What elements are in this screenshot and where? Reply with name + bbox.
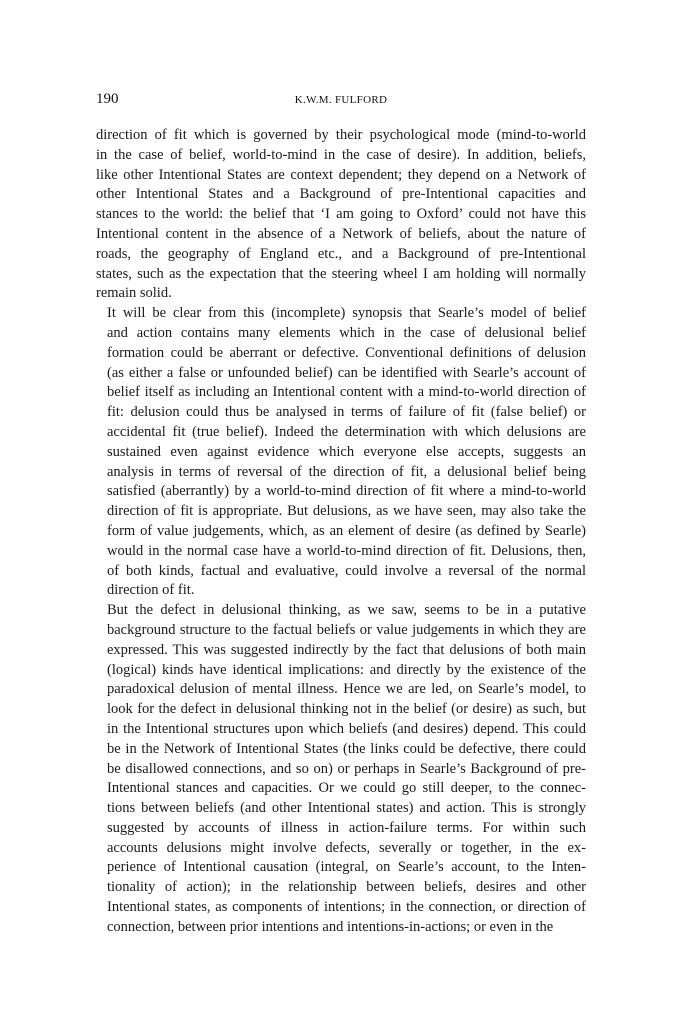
text-line: direction of fit. [107,582,195,599]
text-line: be disallowed connections, and so on) or perhaps in Searle’s Background of pre- [107,760,586,777]
text-line: in the case of belief, world-to-mind in the case of desire). In addition, beliefs, [96,146,586,163]
text-line: form of value judgements, which, as an element of desire (as defined by Searle) [107,522,586,539]
text-line: direction of fit which is governed by their psychological mode (mind-to-world [96,127,586,143]
text-line: connection, between prior intentions and intentions-in-actions; or even in the [107,918,554,935]
text-line: formation could be aberrant or defective. Conventional definitions of delusion [107,344,586,361]
text-line: roads, the geography of England etc., and a Background of pre-Intentional [96,245,586,262]
paragraph [96,126,586,304]
text-line: Intentional content in the absence of a Network of beliefs, about the nature of [96,225,586,242]
text-line: satisfied (aberrantly) by a world-to-mind direction of fit where a mind-to-world [107,483,586,500]
page-number: 190 [96,91,119,107]
running-head: K.W.M. FULFORD [294,94,388,106]
text-line: stances to the world: the belief that ‘I am going to Oxford’ could not have this [96,206,586,223]
text-line: other Intentional States and a Background of pre-Intentional capacities and [96,186,586,203]
text-line: It will be clear from this (incomplete) synopsis that Searle’s model of belief [107,305,586,322]
page-header [96,91,586,111]
text-line: of both kinds, factual and evaluative, could involve a reversal of the normal [107,562,586,579]
text-line: (as either a false or unfounded belief) can be identified with Searle’s account of [107,364,586,381]
text-line: But the defect in delusional thinking, as we saw, seems to be in a putative [107,602,586,619]
text-line: suggested by accounts of illness in action-failure terms. For within such [107,819,586,836]
text-line: perience of Intentional causation (integral, on Searle’s account, to the Inten- [107,859,586,876]
text-line: Intentional stances and capacities. Or we could go still deeper, to the connec- [107,780,586,797]
text-line: and action contains many elements which in the case of delusional belief [107,324,586,341]
text-line: tions between beliefs (and other Intentional states) and action. This is strongly [107,800,586,817]
body-text [96,126,586,938]
text-line: (logical) kinds have identical implications: and directly by the existence of the [107,661,586,678]
text-line: look for the defect in delusional thinking not in the belief (or desire) as such, but [107,701,586,718]
text-line: states, such as the expectation that the steering wheel I am holding will normally [96,265,586,282]
text-line: fit: delusion could thus be analysed in terms of failure of fit (false belief) or [107,404,586,421]
text-line: Intentional states, as components of intentions; in the connection, or direction of [107,899,586,916]
text-line: accounts delusions might involve defects, severally or together, in the ex- [107,839,586,856]
text-line: would in the normal case have a world-to-mind direction of fit. Delusions, then, [107,542,586,559]
text-line: belief itself as including an Intentional content with a mind-to-world direction of [107,384,586,401]
text-line: background structure to the factual beliefs or value judgements in which they are [107,621,586,638]
paragraph [96,304,586,601]
text-line: accidental fit (true belief). Indeed the determination with which delusions are [107,423,586,440]
paragraph [96,601,586,938]
text-line: like other Intentional States are context dependent; they depend on a Network of [96,166,586,183]
text-line: in the Intentional structures upon which beliefs (and desires) depend. This could [107,720,586,737]
text-line: analysis in terms of reversal of the direction of fit, a delusional belief being [107,463,586,480]
text-line: tionality of action); in the relationship between beliefs, desires and other [107,879,586,896]
text-line: be in the Network of Intentional States (the links could be defective, there could [107,740,586,757]
text-line: sustained even against evidence which everyone else accepts, suggests an [107,443,586,460]
text-line: direction of fit is appropriate. But delusions, as we have seen, may also take the [107,503,586,520]
text-line: remain solid. [96,285,172,302]
text-line: paradoxical delusion of mental illness. Hence we are led, on Searle’s model, to [107,681,586,698]
text-line: expressed. This was suggested indirectly by the fact that delusions of both main [107,641,586,658]
